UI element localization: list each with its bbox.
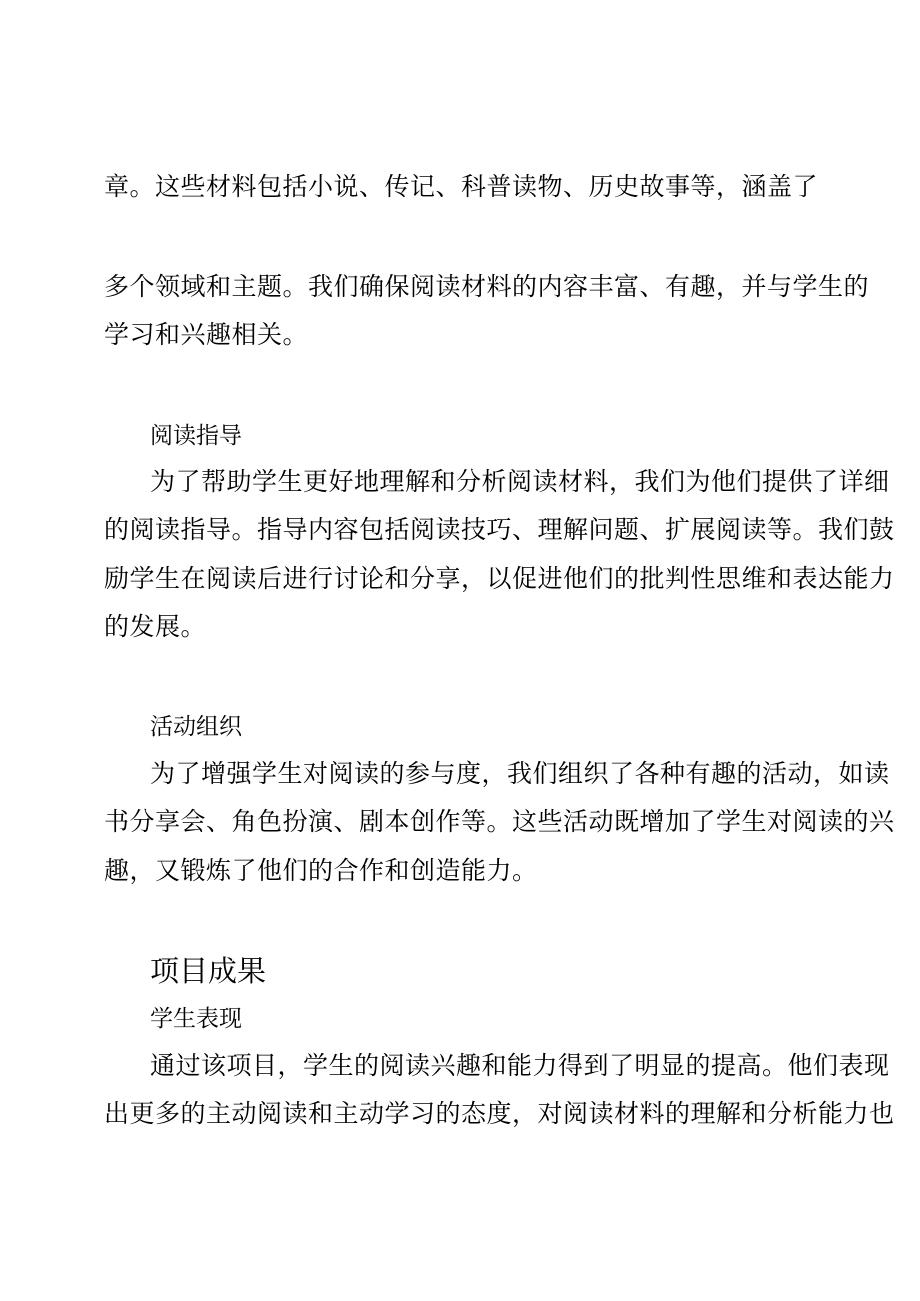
- paragraph-line: 出更多的主动阅读和主动学习的态度，对阅读材料的理解和分析能力也: [104, 1099, 895, 1128]
- paragraph-line: 励学生在阅读后进行讨论和分享，以促进他们的批判性思维和表达能力: [104, 564, 895, 593]
- paragraph-line: 书分享会、角色扮演、剧本创作等。这些活动既增加了学生对阅读的兴: [104, 807, 895, 836]
- paragraph-line: 趣，又锻炼了他们的合作和创造能力。: [104, 856, 538, 885]
- paragraph-line: 为了帮助学生更好地理解和分析阅读材料，我们为他们提供了详细: [150, 467, 890, 496]
- paragraph-line: 为了增强学生对阅读的参与度，我们组织了各种有趣的活动，如读: [150, 759, 890, 788]
- paragraph-line: 的发展。: [104, 612, 207, 641]
- section-heading-guidance: 阅读指导: [150, 423, 242, 449]
- section-heading-activities: 活动组织: [150, 714, 242, 740]
- paragraph-line: 通过该项目，学生的阅读兴趣和能力得到了明显的提高。他们表现: [150, 1051, 890, 1080]
- paragraph-line: 的阅读指导。指导内容包括阅读技巧、理解问题、扩展阅读等。我们鼓: [104, 515, 895, 544]
- subsection-heading-student-performance: 学生表现: [150, 1006, 242, 1032]
- paragraph-line: 章。这些材料包括小说、传记、科普读物、历史故事等，涵盖了: [104, 172, 819, 201]
- paragraph-line: 学习和兴趣相关。: [104, 320, 309, 349]
- paragraph-line: 多个领域和主题。我们确保阅读材料的内容丰富、有趣，并与学生的: [104, 272, 870, 301]
- section-heading-results: 项目成果: [150, 954, 267, 988]
